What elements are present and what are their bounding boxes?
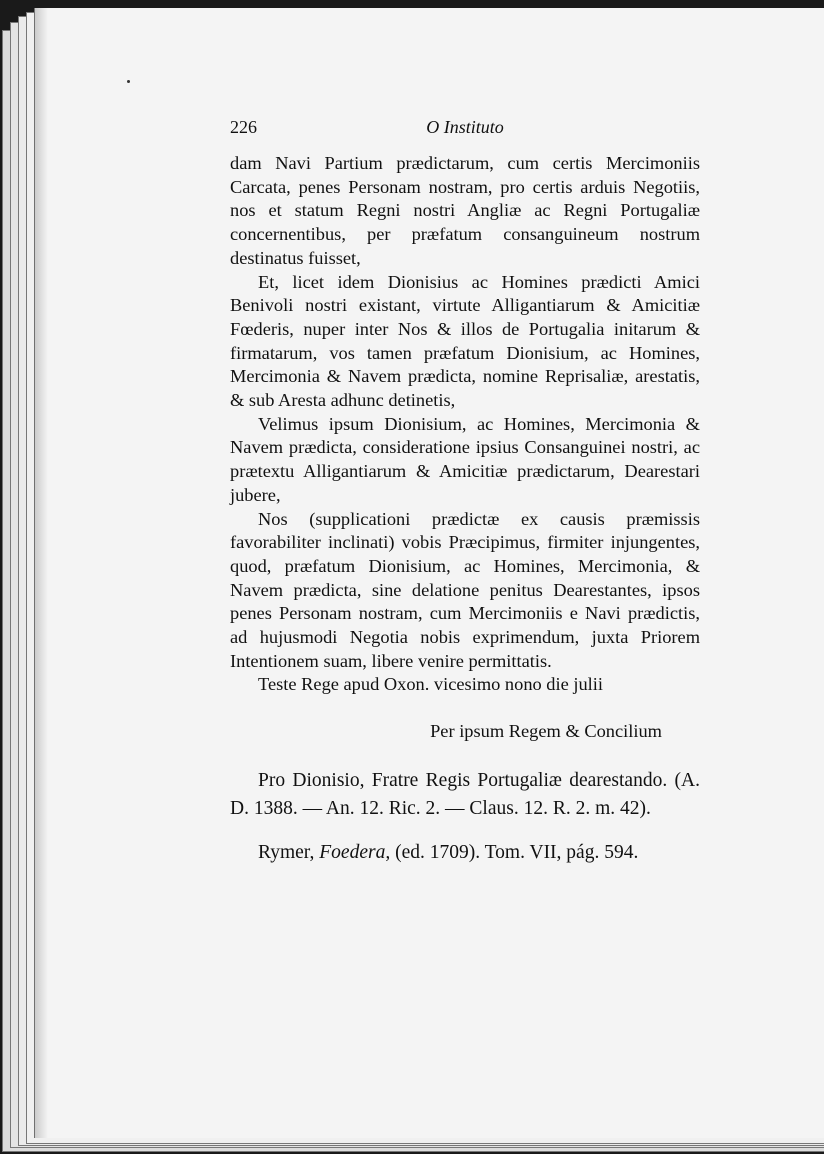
signature-line: Per ipsum Regem & Concilium (430, 721, 662, 742)
reference-details: (ed. 1709). Tom. VII, pág. 594. (395, 841, 639, 863)
paragraph: Nos (supplicationi prædictæ ex causis præmissis favorabiliter inclinati) vobis Præcipimus, firmiter injungentes, quod, præfatum Dionisium, ac Homines, Mercimonia, & Navem prædicta, sine delatione penitus Dearestantes, ipsos penes Personam nostram, cum Mercimoniis e Navi prædictis, ad hujusmodi Negotia nobis exprimendum, juxta Priorem Intentionem suam, libere venire permittatis. (230, 508, 700, 671)
paragraph-continuation: dam Navi Partium prædictarum, cum certis Mercimoniis Carcata, penes Personam nostram, pro certis arduis Negotiis, nos et statum Regni nostri Angliæ ac Regni Portugaliæ concernentibus, per præfatum consanguineum nostrum destinatus fuisset, (230, 153, 700, 268)
paper-speck (127, 80, 130, 83)
page-header (230, 117, 700, 141)
reference-work: Foedera, (319, 841, 391, 863)
paragraph: Velimus ipsum Dionisium, ac Homines, Mercimonia & Navem prædicta, consideratione ipsius Consanguinei nostri, ac prætextu Alligantiarum & Amicitiæ prædictarum, Dearestari jubere, (230, 413, 700, 505)
page-number: 226 (230, 117, 257, 137)
paragraph: Et, licet idem Dionisius ac Homines prædicti Amici Benivoli nostri existant, virtute Alligantiarum & Amicitiæ Fœderis, nuper inter Nos & illos de Portugalia initarum & firmatarum, vos tamen præfatum Dionisium, ac Homines, Mercimonia & Navem prædicta, nomine Reprisaliæ, arestatis, & sub Aresta adhunc detinetis, (230, 271, 700, 411)
bibliographic-reference (230, 841, 700, 865)
running-title: O Instituto (426, 117, 504, 137)
page-body (230, 152, 700, 865)
source-note: Pro Dionisio, Fratre Regis Portugaliæ dearestando. (A. D. 1388. — An. 12. Ric. 2. — Claus. 12. R. 2. m. 42). (230, 769, 700, 819)
reference-author: Rymer, (258, 841, 315, 863)
spine-shadow (34, 8, 48, 1138)
paragraph-teste: Teste Rege apud Oxon. vicesimo nono die julii (258, 674, 604, 695)
